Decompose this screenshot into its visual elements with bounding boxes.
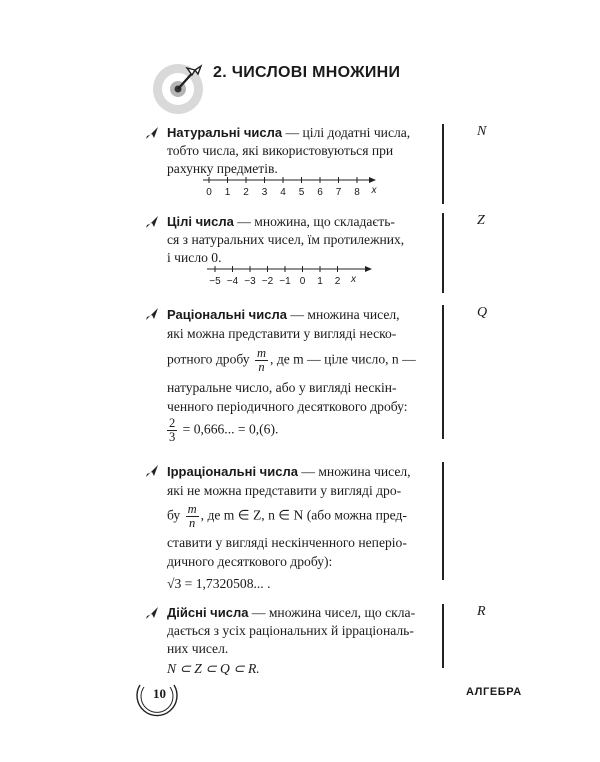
number-line-axis-label: x bbox=[371, 185, 377, 196]
set-symbol: R bbox=[477, 604, 486, 619]
number-line-label: 6 bbox=[317, 187, 323, 198]
fraction-numerator: 2 bbox=[169, 416, 176, 430]
definition-text: — множина чисел, що скла- bbox=[248, 605, 416, 620]
fraction-numerator: m bbox=[187, 502, 197, 516]
number-line-label: −2 bbox=[261, 276, 274, 287]
definition-text: дичного десяткового дробу): bbox=[167, 554, 333, 569]
term: Натуральні числа bbox=[167, 125, 283, 140]
fraction-numerator: m bbox=[256, 346, 267, 360]
set-inclusion-chain: N ⊂ Z ⊂ Q ⊂ R. bbox=[167, 661, 260, 676]
number-line-axis-label: x bbox=[351, 274, 356, 285]
term: Цілі числа bbox=[167, 214, 234, 229]
number-line-label: 0 bbox=[299, 276, 306, 287]
term: Ірраціональні числа bbox=[167, 464, 298, 479]
set-symbol: Z bbox=[477, 213, 485, 228]
definition-text: ставити у вигляді нескінченного неперіо- bbox=[167, 535, 407, 550]
definition-text: — цілі додатні числа, bbox=[282, 125, 411, 140]
fraction-denominator: n bbox=[189, 516, 196, 530]
definition-text: рахунку предметів. bbox=[167, 161, 278, 176]
number-line-integers bbox=[207, 265, 383, 289]
definition-text: , де m — ціле число, n — bbox=[270, 351, 416, 367]
target-arrow-icon bbox=[151, 62, 205, 116]
definition-text: тобто числа, які використовуються при bbox=[167, 143, 394, 158]
section-text bbox=[167, 213, 445, 267]
section-text bbox=[167, 124, 445, 178]
section-integers bbox=[145, 213, 445, 293]
fraction-example bbox=[167, 417, 177, 444]
divider-line bbox=[442, 213, 444, 293]
number-line-natural bbox=[203, 176, 379, 200]
number-line-label: 4 bbox=[280, 187, 286, 198]
number-line-label: 1 bbox=[224, 187, 231, 198]
divider-line bbox=[442, 462, 444, 580]
definition-text: , де m ∈ Z, n ∈ N (або можна пред- bbox=[200, 507, 407, 523]
definition-text: бу bbox=[167, 507, 181, 523]
example-text: = 0,666... = 0,(6). bbox=[179, 421, 279, 437]
section-irrational-numbers bbox=[145, 462, 445, 591]
definition-text: них чисел. bbox=[167, 641, 229, 656]
fraction-denominator: n bbox=[258, 360, 265, 374]
example-text: √3 = 1,7320508... . bbox=[167, 576, 271, 591]
number-line-label: 7 bbox=[335, 187, 342, 198]
subject-label: АЛГЕБРА bbox=[466, 686, 522, 698]
definition-text: — множина чисел, bbox=[297, 464, 411, 479]
number-line-label: 8 bbox=[354, 187, 360, 198]
section-text bbox=[167, 305, 445, 444]
definition-text: ротного дробу bbox=[167, 351, 250, 367]
fraction-m-n bbox=[186, 503, 199, 530]
definition-text: — множина, що складаєть- bbox=[233, 214, 395, 229]
definition-text: натуральне число, або у вигляді нескін- bbox=[167, 380, 397, 395]
number-line-label: 2 bbox=[334, 276, 341, 287]
section-rational-numbers bbox=[145, 305, 445, 444]
definition-text: і число 0. bbox=[167, 250, 222, 265]
arrow-bullet-icon bbox=[145, 307, 159, 321]
number-line-label: 2 bbox=[243, 187, 249, 198]
definition-text: які можна представити у вигляді неско- bbox=[167, 326, 397, 341]
definition-text: ся з натуральних чисел, їм протилежних, bbox=[167, 232, 405, 247]
divider-line bbox=[442, 604, 444, 668]
definition-text: дається з усіх раціональних й ірраціональ- bbox=[167, 623, 414, 638]
number-line-label: −1 bbox=[279, 276, 291, 287]
fraction-denominator: 3 bbox=[169, 430, 176, 444]
fraction-m-n bbox=[255, 347, 268, 374]
section-text bbox=[167, 604, 445, 678]
definition-text: — множина чисел, bbox=[286, 307, 400, 322]
arrow-bullet-icon bbox=[145, 464, 159, 478]
divider-line bbox=[442, 305, 444, 439]
number-line-label: −5 bbox=[209, 276, 221, 287]
term: Раціональні числа bbox=[167, 307, 287, 322]
section-natural-numbers bbox=[145, 124, 445, 204]
chapter-title: 2. ЧИСЛОВІ МНОЖИНИ bbox=[213, 64, 401, 81]
definition-text: ченного періодичного десяткового дробу: bbox=[167, 399, 408, 414]
divider-line bbox=[442, 124, 444, 204]
number-line-label: 1 bbox=[317, 276, 323, 287]
number-line-label: 3 bbox=[261, 187, 268, 198]
term: Дійсні числа bbox=[167, 605, 249, 620]
page-number: 10 bbox=[153, 686, 166, 701]
set-symbol: N bbox=[477, 124, 487, 139]
arrow-bullet-icon bbox=[145, 606, 159, 620]
number-line-label: 0 bbox=[206, 187, 212, 198]
section-text bbox=[167, 462, 445, 593]
number-line-label: −4 bbox=[226, 276, 239, 287]
arrow-bullet-icon bbox=[145, 215, 159, 229]
arrow-bullet-icon bbox=[145, 126, 159, 140]
section-real-numbers bbox=[145, 604, 445, 674]
number-line-label: 5 bbox=[298, 187, 305, 198]
chapter-header bbox=[151, 52, 451, 112]
definition-text: які не можна представити у вигляді дро- bbox=[167, 483, 402, 498]
number-line-label: −3 bbox=[244, 276, 256, 287]
set-symbol: Q bbox=[477, 305, 488, 320]
